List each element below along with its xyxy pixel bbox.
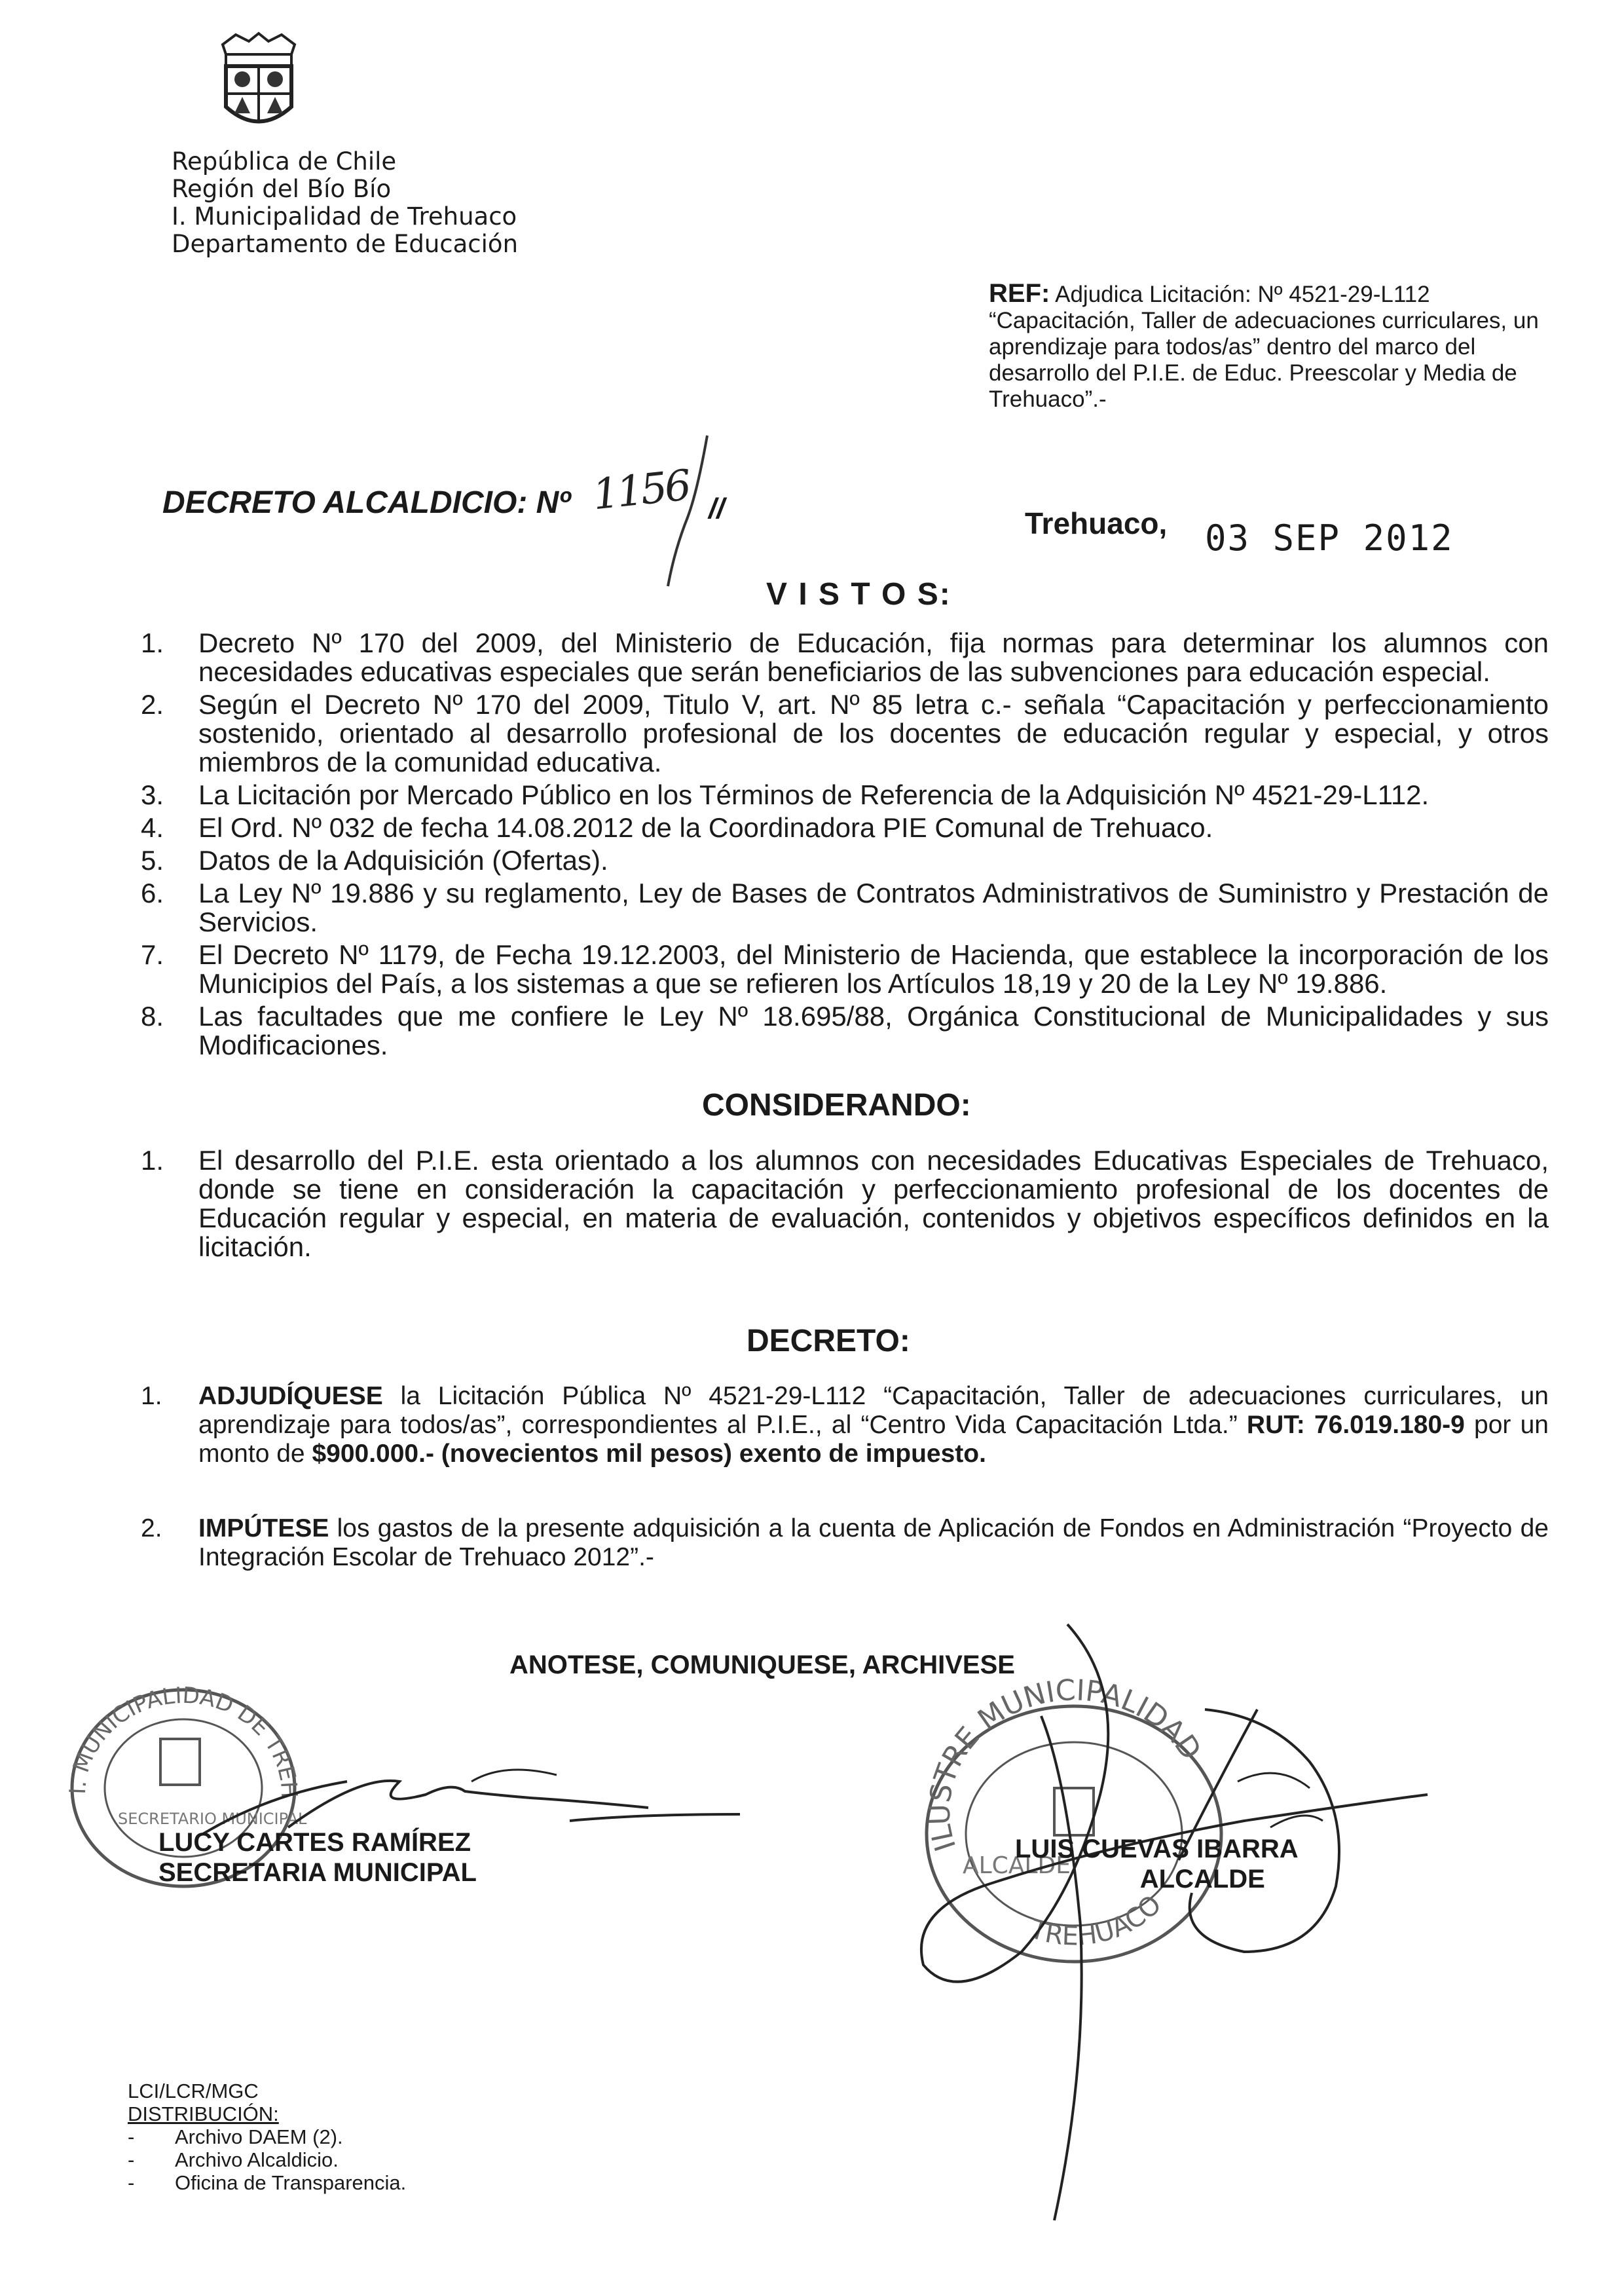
vistos-item-number: 4. bbox=[141, 812, 164, 843]
decreto-list bbox=[141, 1382, 1549, 1576]
considerando-item-number: 1. bbox=[141, 1145, 164, 1176]
mayor-signature-block bbox=[1015, 1834, 1299, 1894]
vistos-item-number: 1. bbox=[141, 627, 164, 658]
reference-block bbox=[989, 280, 1565, 413]
secretary-name: LUCY CARTES RAMÍREZ bbox=[158, 1828, 471, 1857]
distribution-label: DISTRIBUCIÓN: bbox=[128, 2102, 279, 2125]
decreto-heading: DECRETO: bbox=[747, 1324, 910, 1358]
distribution-item: - Archivo DAEM (2). bbox=[128, 2125, 406, 2148]
vistos-heading: V I S T O S: bbox=[766, 577, 951, 612]
vistos-item-number: 3. bbox=[141, 779, 164, 810]
vistos-item-number: 8. bbox=[141, 1001, 164, 1032]
vistos-item bbox=[141, 781, 1549, 810]
mayor-handwritten-signature bbox=[851, 1611, 1441, 2240]
vistos-item-text: Las facultades que me confiere le Ley Nº 18.695/88, Orgánica Constitucional de Municipalidades y sus Modificaciones. bbox=[198, 1001, 1549, 1060]
imputation-text: los gastos de la presente adquisición a la cuenta de Aplicación de Fondos en Administración “Proyecto de Integración Escolar de Trehuaco 2012”.- bbox=[198, 1514, 1549, 1571]
vistos-item-text: El Ord. Nº 032 de fecha 14.08.2012 de la Coordinadora PIE Comunal de Trehuaco. bbox=[198, 812, 1213, 843]
vistos-list bbox=[141, 629, 1549, 1064]
header-line-country: República de Chile bbox=[172, 147, 397, 176]
secretary-signature-block bbox=[158, 1827, 477, 1888]
vistos-item bbox=[141, 1002, 1549, 1060]
rut-number: RUT: 76.019.180-9 bbox=[1237, 1411, 1465, 1439]
closing-formula: ANOTESE, COMUNIQUESE, ARCHIVESE bbox=[509, 1651, 1015, 1679]
vistos-item bbox=[141, 690, 1549, 777]
adjudiquese-keyword: ADJUDÍQUESE bbox=[198, 1382, 383, 1410]
considerando-list bbox=[141, 1146, 1549, 1265]
vistos-item-number: 6. bbox=[141, 878, 164, 908]
handwritten-decree-number: 1156 bbox=[590, 461, 692, 520]
vistos-item-text: La Licitación por Mercado Público en los Términos de Referencia de la Adquisición Nº 4521-29-L112. bbox=[198, 779, 1430, 810]
vistos-item-text: Según el Decreto Nº 170 del 2009, Titulo V, art. Nº 85 letra c.- señala “Capacitación y perfeccionamiento sostenido, orientado al desarrollo profesional de los docentes de educación regular y especial, y otros miembros de la comunidad educativa. bbox=[198, 689, 1549, 777]
vistos-item-text: La Ley Nº 19.886 y su reglamento, Ley de Bases de Contratos Administrativos de Suministro y Prestación de Servicios. bbox=[198, 878, 1549, 937]
vistos-item-text: El Decreto Nº 1179, de Fecha 19.12.2003, del Ministerio de Hacienda, que establece la incorporación de los Municipios del País, a los sistemas a que se refieren los Artículos 18,19 y 20 de la Ley Nº 19.886. bbox=[198, 939, 1549, 999]
initials: LCI/LCR/MGC bbox=[128, 2080, 259, 2102]
header-line-municipality: I. Municipalidad de Trehuaco bbox=[172, 202, 517, 231]
considerando-item bbox=[141, 1146, 1549, 1261]
header-institution bbox=[172, 148, 518, 258]
mayor-name: LUIS CUEVAS IBARRA bbox=[1015, 1835, 1299, 1863]
mayor-role: ALCALDE bbox=[1139, 1865, 1265, 1894]
ref-text: Adjudica Licitación: Nº 4521-29-L112 “Capacitación, Taller de adecuaciones curriculares, un aprendizaje para todos/as” dentro del marco del desarrollo del P.I.E. de Educ. Preescolar y Media de Trehuaco”.- bbox=[989, 282, 1539, 412]
vistos-item bbox=[141, 941, 1549, 998]
vistos-item bbox=[141, 879, 1549, 937]
vistos-item-number: 7. bbox=[141, 939, 164, 970]
distribution-item: - Archivo Alcaldicio. bbox=[128, 2148, 406, 2171]
distribution-list bbox=[128, 2125, 406, 2194]
decree-title bbox=[162, 485, 570, 521]
decreto-item-impute bbox=[141, 1514, 1549, 1572]
handwritten-slash-mark bbox=[658, 432, 710, 589]
amount-intro: por un monto de bbox=[198, 1411, 1549, 1468]
decree-title-text: DECRETO ALCALDICIO: Nº bbox=[162, 485, 570, 520]
amount-value: $900.000.- (novecientos mil pesos) exento de impuesto. bbox=[312, 1440, 986, 1468]
municipal-coat-of-arms bbox=[216, 31, 301, 136]
vistos-item-number: 5. bbox=[141, 845, 164, 876]
vistos-item-number: 2. bbox=[141, 689, 164, 720]
secretary-seal-arc-text: I. MUNICIPALIDAD DE TREHUACO bbox=[30, 1643, 303, 1799]
decreto-item-adjudicate bbox=[141, 1382, 1549, 1468]
vistos-item-text: Decreto Nº 170 del 2009, del Ministerio de Educación, fija normas para determinar los alumnos con necesidades educativas especiales que serán beneficiarios de las subvenciones para educación especial. bbox=[198, 627, 1549, 687]
mayor-seal-bottom-text: TREHUACO bbox=[1026, 1889, 1168, 1952]
vistos-item-text: Datos de la Adquisición (Ofertas). bbox=[198, 845, 608, 876]
vistos-item bbox=[141, 846, 1549, 875]
decree-suffix: // bbox=[709, 493, 725, 525]
date-stamp: 03 SEP 2012 bbox=[1205, 517, 1454, 559]
decreto-item-number: 1. bbox=[141, 1382, 162, 1410]
considerando-item-text: El desarrollo del P.I.E. esta orientado a los alumnos con necesidades Educativas Especiales de Trehuaco, donde se tiene en consideración la capacitación y perfeccionamiento profesional de los docentes de Educación regular y especial, en materia de evaluación, contenidos y objetivos específicos definidos en la licitación. bbox=[198, 1145, 1549, 1262]
mayor-seal-arc-text: ILUSTRE MUNICIPALIDAD bbox=[923, 1673, 1208, 1856]
ref-label: REF: bbox=[989, 279, 1050, 308]
vistos-item bbox=[141, 813, 1549, 842]
mayor-seal-inner-text: ALCALDE bbox=[963, 1852, 1071, 1879]
secretary-role: SECRETARIA MUNICIPAL bbox=[158, 1858, 477, 1887]
vistos-item bbox=[141, 629, 1549, 686]
decree-city: Trehuaco, bbox=[1025, 506, 1168, 540]
adjudication-text: la Licitación Pública Nº 4521-29-L112 “Capacitación, Taller de adecuaciones curriculares, un aprendizaje para todos/as”, correspondientes al P.I.E., al “Centro Vida Capacitación Ltda.” bbox=[198, 1382, 1549, 1439]
distribution-item: - Oficina de Transparencia. bbox=[128, 2171, 406, 2194]
distribution-block bbox=[128, 2080, 406, 2194]
imputese-keyword: IMPÚTESE bbox=[198, 1514, 329, 1542]
considerando-heading: CONSIDERANDO: bbox=[702, 1088, 971, 1123]
header-line-region: Región del Bío Bío bbox=[172, 175, 392, 203]
decreto-item-number: 2. bbox=[141, 1514, 162, 1542]
secretary-seal-inner-text: SECRETARIO MUNICIPAL bbox=[118, 1810, 307, 1828]
header-line-department: Departamento de Educación bbox=[172, 230, 519, 258]
